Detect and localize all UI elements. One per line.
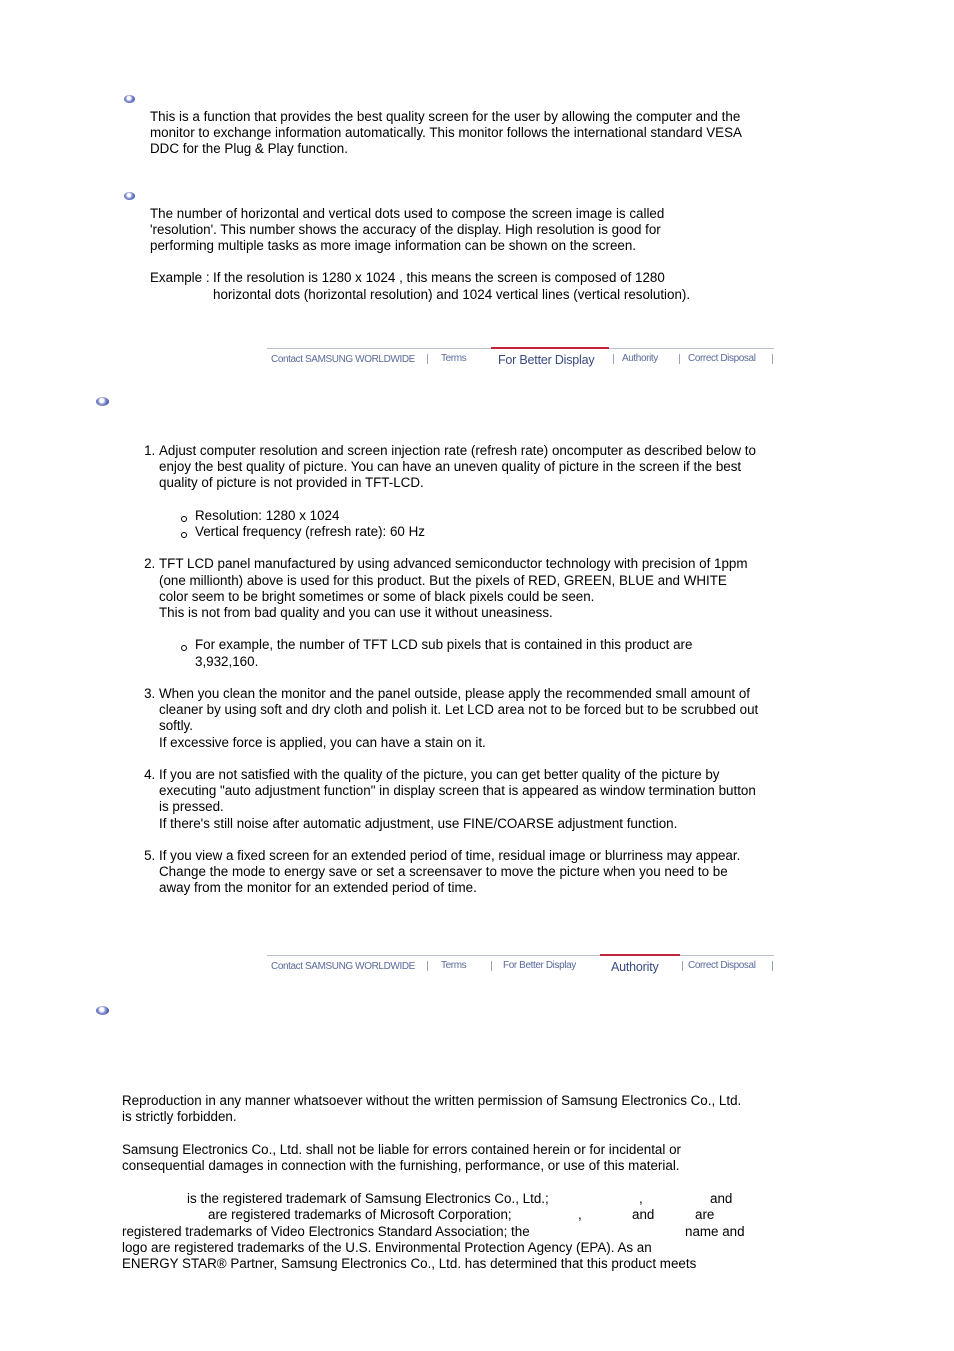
list-item: [159, 443, 759, 556]
list-item-text: If you are not satisfied with the quality of the picture, you can get better quality of the picture by executing "auto adjustment function" in display screen that is appeared as window termination button is pressed.: [159, 766, 756, 815]
list-item-text: TFT LCD panel manufactured by using advanced semiconductor technology with precision of 1ppm (one millionth) above is used for this product. But the pixels of RED, GREEN, BLUE and WHITE color seem to be bright sometimes or some of black pixels could be seen.: [159, 556, 748, 604]
example-line-1: If the resolution is 1280 x 1024 , this means the screen is composed of 1280: [213, 270, 665, 285]
circle-bullet-icon: [181, 645, 187, 651]
nav-authority-link[interactable]: Authority: [622, 353, 658, 364]
list-item: [159, 848, 759, 897]
nav-separator: [772, 961, 773, 971]
list-item: [159, 686, 759, 767]
footer-nav-bar: [267, 955, 774, 980]
authority-paragraph-1: Reproduction in any manner whatsoever without the written permission of Samsung Electronics Co., Ltd. is strictly forbidden.: [122, 1093, 742, 1125]
list-item-text: If you view a fixed screen for an extended period of time, residual image or blurriness may appear.: [159, 847, 741, 863]
sub-list: [159, 637, 759, 669]
trademark-are: are: [695, 1207, 715, 1222]
nav-separator: [427, 354, 428, 364]
nav-authority-tab[interactable]: Authority: [611, 960, 659, 974]
nav-separator: [427, 961, 428, 971]
nav-separator: [772, 354, 773, 364]
list-item: [159, 767, 759, 848]
list-item-text-2: If there's still noise after automatic adjustment, use FINE/COARSE adjustment function.: [159, 815, 678, 831]
footer-nav-bar: [267, 348, 774, 373]
trademark-and: and: [632, 1207, 655, 1222]
nav-correct-disposal-link[interactable]: Correct Disposal: [688, 353, 756, 364]
section-bullet-icon: [96, 397, 109, 406]
trademark-and: and: [710, 1191, 733, 1206]
nav-better-display-tab[interactable]: For Better Display: [498, 353, 595, 367]
sub-list-item: For example, the number of TFT LCD sub pixels that is contained in this product are 3,932,160.: [159, 637, 759, 669]
nav-separator: [613, 354, 614, 364]
list-item-text: Adjust computer resolution and screen injection rate (refresh rate) oncomputer as described below to enjoy the best quality of picture. You can have an uneven quality of picture in the screen if the best quality of picture is not provided in TFT-LCD.: [159, 443, 756, 491]
example-label: Example :: [150, 270, 210, 285]
nav-terms-link[interactable]: Terms: [441, 960, 467, 971]
nav-contact-link[interactable]: Contact SAMSUNG WORLDWIDE: [271, 961, 415, 972]
nav-separator: [491, 961, 492, 971]
trademark-text: registered trademarks of Video Electronics Standard Association; the: [122, 1224, 530, 1239]
section-bullet-icon: [124, 95, 135, 103]
sub-list-item: Vertical frequency (refresh rate): 60 Hz: [159, 524, 759, 540]
trademark-name-and: name and: [685, 1224, 745, 1239]
list-item: [159, 556, 759, 686]
nav-better-display-link[interactable]: For Better Display: [503, 960, 576, 971]
authority-paragraph-2: Samsung Electronics Co., Ltd. shall not be liable for errors contained herein or for incidental or consequential damages in connection with the furnishing, performance, or use of this material.: [122, 1142, 681, 1174]
trademark-text: logo are registered trademarks of the U.S. Environmental Protection Agency (EPA). As an: [122, 1240, 652, 1255]
nav-separator: [682, 961, 683, 971]
circle-bullet-icon: [181, 516, 187, 522]
example-line-2: horizontal dots (horizontal resolution) and 1024 vertical lines (vertical resolution).: [213, 287, 691, 302]
nav-terms-link[interactable]: Terms: [441, 353, 467, 364]
list-item-text-2: If excessive force is applied, you can have a stain on it.: [159, 734, 486, 750]
nav-separator: [679, 354, 680, 364]
trademark-text: is the registered trademark of Samsung Electronics Co., Ltd.;: [187, 1191, 549, 1206]
sub-list-item: Resolution: 1280 x 1024: [159, 508, 759, 524]
nav-correct-disposal-link[interactable]: Correct Disposal: [688, 960, 756, 971]
trademark-text: are registered trademarks of Microsoft Corporation;: [208, 1207, 512, 1222]
list-item-text-2: This is not from bad quality and you can use it without uneasiness.: [159, 605, 553, 620]
nav-contact-link[interactable]: Contact SAMSUNG WORLDWIDE: [271, 354, 415, 365]
section-bullet-icon: [124, 192, 135, 200]
sub-list: [159, 508, 759, 540]
trademark-comma: ,: [578, 1207, 582, 1222]
trademark-comma: ,: [639, 1191, 643, 1206]
list-item-text: When you clean the monitor and the panel outside, please apply the recommended small amount of cleaner by using soft and dry cloth and polish it. Let LCD area not to be forced but to be scrubbed out softly.: [159, 685, 759, 734]
section-bullet-icon: [96, 1006, 109, 1015]
list-item-text-2: Change the mode to energy save or set a screensaver to move the picture when you need to be away from the monitor for an extended period of time.: [159, 864, 728, 896]
better-display-list: [131, 443, 759, 897]
trademark-text: ENERGY STAR® Partner, Samsung Electronics Co., Ltd. has determined that this product meets: [122, 1256, 697, 1271]
plug-and-play-text: This is a function that provides the best quality screen for the user by allowing the computer and the monitor to exchange information automatically. This monitor follows the international standard VESA DDC for the Plug & Play function.: [150, 109, 742, 157]
nav-active-indicator: [491, 347, 609, 349]
resolution-text: The number of horizontal and vertical dots used to compose the screen image is called 'resolution'. This number shows the accuracy of the display. High resolution is good for performing multiple tasks as more image information can be shown on the screen.: [150, 206, 665, 254]
circle-bullet-icon: [181, 532, 187, 538]
nav-active-indicator: [600, 954, 680, 956]
